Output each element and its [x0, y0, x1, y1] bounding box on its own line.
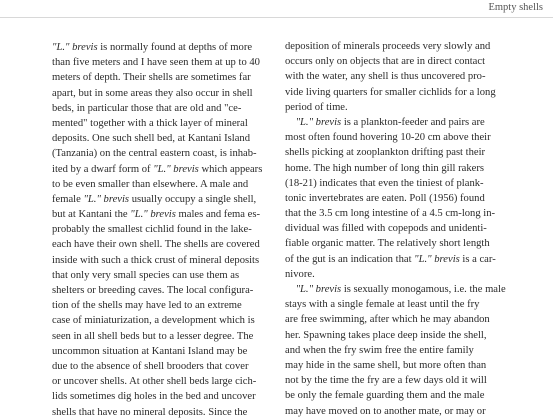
- text-line: [52, 405, 262, 420]
- text-run: are free swimming, after which he may abandon: [285, 314, 490, 326]
- text-line: [52, 222, 262, 237]
- text-run: period of time.: [285, 101, 348, 113]
- italic-species-name: "L." brevis: [83, 193, 130, 205]
- text-run: beds, in particular those that are old and "ce-: [52, 102, 242, 114]
- text-line: [52, 86, 262, 101]
- text-line: [285, 191, 506, 206]
- text-run: not by the time the fry are a few days old it will: [285, 375, 487, 387]
- text-run: shells picking at zooplankton drifting past their: [285, 147, 486, 159]
- text-run: that only very small species can use them as: [52, 269, 240, 281]
- text-run: males and fema es-: [175, 209, 260, 221]
- text-run: female: [52, 193, 84, 205]
- italic-species-name: "L." brevis: [414, 253, 460, 265]
- text-line: [285, 358, 506, 373]
- text-line: [285, 221, 506, 236]
- text-run: apart, but in some areas they also occur in shell: [52, 87, 253, 99]
- text-line: [52, 344, 262, 359]
- text-line: [285, 388, 506, 403]
- text-line: [285, 130, 506, 145]
- running-header: Empty shells: [488, 2, 543, 13]
- text-line: [52, 329, 262, 344]
- text-line: [52, 40, 262, 55]
- text-line: [52, 55, 262, 70]
- text-run: stays with a single female at least until the fry: [285, 299, 480, 311]
- text-line: [285, 282, 506, 297]
- text-run: [285, 117, 296, 128]
- text-run: of the gut is an indication that: [285, 253, 415, 265]
- text-run: with the water, any shell is thus uncovered pro-: [285, 71, 486, 83]
- text-run: probably the smallest cichlid found in the lake-: [52, 224, 252, 236]
- text-run: lids sometimes dig holes in the bed and uncover: [52, 391, 256, 403]
- text-run: [285, 284, 296, 295]
- text-line: [285, 39, 506, 54]
- text-line: [52, 70, 262, 85]
- text-run: deposits. One such shell bed, at Kantani Island: [52, 133, 251, 145]
- text-run: which appears: [198, 163, 263, 175]
- text-line: [52, 207, 262, 222]
- text-line: [52, 359, 262, 374]
- text-line: [285, 343, 506, 358]
- text-line: [285, 252, 506, 267]
- text-line: [285, 267, 506, 282]
- text-line: [285, 236, 506, 251]
- text-line: [52, 253, 262, 268]
- text-line: [285, 206, 506, 221]
- text-run: vide living quarters for smaller cichlids for a long: [285, 86, 496, 98]
- text-run: inside with such a thick crust of mineral deposits: [52, 254, 260, 266]
- text-line: [285, 115, 506, 130]
- text-line: [285, 404, 506, 419]
- text-run: most often found hovering 10-20 cm above their: [285, 132, 491, 144]
- text-run: usually occupy a single shell,: [129, 193, 257, 205]
- text-run: uncommon situation at Kantani Island may be: [52, 345, 248, 357]
- text-run: or uncover shells. At other shell beds large cich-: [52, 376, 257, 388]
- text-line: [285, 312, 506, 327]
- text-line: [52, 116, 262, 131]
- text-line: [285, 100, 506, 115]
- text-run: may have moved on to another mate, or may or: [285, 405, 486, 417]
- text-line: [52, 268, 262, 283]
- text-line: [285, 161, 506, 176]
- text-line: [52, 389, 262, 404]
- text-run: each have their own shell. The shells are covered: [52, 239, 260, 251]
- text-line: [285, 297, 506, 312]
- left-text-column: [52, 40, 262, 420]
- text-run: mented" together with a thick layer of mineral: [52, 117, 248, 129]
- text-line: [52, 374, 262, 389]
- text-line: [285, 54, 506, 69]
- text-run: occurs only on objects that are in direct contact: [285, 56, 486, 68]
- text-line: [285, 373, 506, 388]
- text-run: tonic invertebrates are eaten. Poll (1956) found: [285, 192, 485, 204]
- text-run: seen in all shell beds but to a lesser degree. The: [52, 330, 254, 342]
- text-line: [52, 313, 262, 328]
- text-line: [285, 145, 506, 160]
- text-run: is normally found at depths of more: [97, 42, 253, 53]
- text-run: than five meters and I have seen them at up to 40: [52, 57, 260, 69]
- text-line: [285, 69, 506, 84]
- text-run: shells that have no mineral deposits. Since the: [52, 406, 248, 418]
- text-run: home. The high number of long thin gill rakers: [285, 162, 484, 174]
- header-rule: [0, 17, 553, 18]
- text-line: [52, 298, 262, 313]
- text-run: but at Kantani the: [52, 209, 131, 221]
- text-run: is sexually monogamous, i.e. the male: [341, 284, 506, 295]
- italic-species-name: "L." brevis: [153, 163, 199, 175]
- text-run: is a plankton-feeder and pairs are: [341, 116, 485, 128]
- text-run: is a car-: [459, 253, 496, 265]
- text-run: be only the female guarding them and the male: [285, 390, 485, 402]
- text-run: to be even smaller than elsewhere. A male and: [52, 178, 249, 190]
- text-run: ited by a dwarf form of: [52, 163, 154, 175]
- text-run: (18-21) indicates that even the tiniest of plank-: [285, 177, 484, 189]
- italic-species-name: "L." brevis: [295, 284, 342, 295]
- text-run: tion of the shells may have led to an extreme: [52, 300, 242, 312]
- text-run: fiable organic matter. The relatively short length: [285, 238, 490, 250]
- text-run: case of miniaturization, a development which is: [52, 315, 255, 327]
- text-run: shelters or breeding caves. The local configura-: [52, 285, 254, 296]
- right-text-column: [285, 39, 506, 419]
- text-run: nivore.: [285, 268, 315, 280]
- text-line: [285, 176, 506, 191]
- italic-species-name: "L." brevis: [130, 209, 176, 221]
- text-line: [52, 177, 262, 192]
- text-line: [52, 192, 262, 207]
- text-line: [285, 85, 506, 100]
- text-line: [52, 101, 262, 116]
- text-run: dividual was filled with copepods and unidenti-: [285, 223, 487, 235]
- text-line: [52, 131, 262, 146]
- text-run: (Tanzania) on the central eastern coast, is inhab-: [52, 148, 257, 160]
- text-line: [285, 328, 506, 343]
- text-run: that the 3.5 cm long intestine of a 4.5 cm-long in-: [285, 208, 496, 220]
- italic-species-name: "L." brevis: [295, 116, 342, 128]
- text-run: and when the fry swim free the entire family: [285, 344, 474, 356]
- text-line: [52, 237, 262, 252]
- text-run: her. Spawning takes place deep inside the shell,: [285, 329, 487, 341]
- text-run: may hide in the same shell, but more often than: [285, 359, 487, 371]
- text-run: due to the absence of shell brooders that cover: [52, 360, 249, 372]
- text-line: [52, 162, 262, 177]
- text-run: deposition of minerals proceeds very slowly and: [285, 41, 491, 52]
- italic-species-name: "L." brevis: [52, 42, 98, 53]
- text-line: [52, 146, 262, 161]
- text-run: meters of depth. Their shells are sometimes far: [52, 72, 251, 84]
- text-line: [52, 283, 262, 298]
